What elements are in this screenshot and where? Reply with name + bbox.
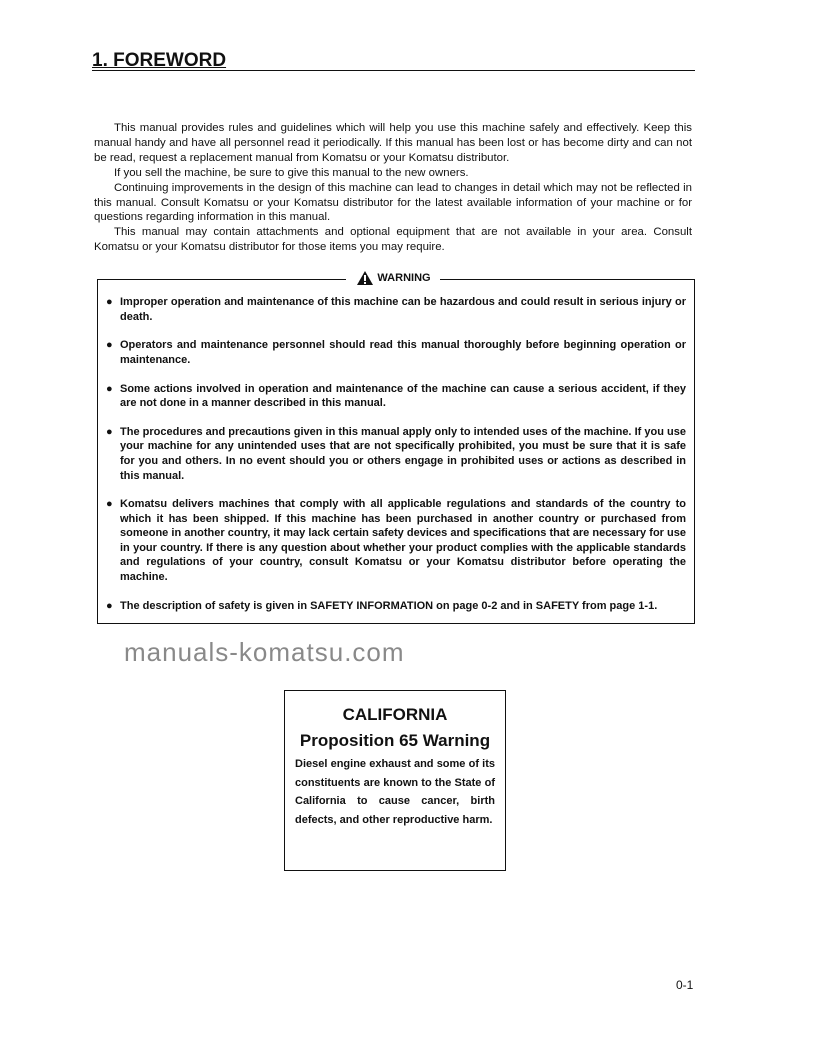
- title-rule: [92, 70, 695, 71]
- page-content: [94, 121, 696, 871]
- watermark: manuals-komatsu.com: [124, 637, 405, 668]
- paragraph: If you sell the machine, be sure to give this manual to the new owners.: [114, 166, 469, 179]
- prop65-subtitle: Proposition 65 Warning: [299, 731, 491, 751]
- warning-item: ● Improper operation and maintenance of this machine can be hazardous and could result in serious injury or death.: [106, 296, 686, 323]
- warning-triangle-icon: [357, 271, 373, 285]
- paragraph: Continuing improvements in the design of this machine can lead to changes in detail which may not be reflected in this manual. Consult Komatsu or your Komatsu distributor for the latest available information of your machine or for questions regarding information in this manual.: [94, 181, 692, 224]
- warning-label: WARNING: [377, 272, 431, 285]
- warning-item: ● Komatsu delivers machines that comply with all applicable regulations and standards of the country to which it has been shipped. If this machine has been purchased in another country or purchased from someone in another country, it may lack certain safety devices and specifications that are necessary for use in your country. If there is any question about whether your product complies with the applicable standards and regulations of your country, consult Komatsu or your Komatsu distributor before operating the machine.: [106, 498, 686, 584]
- warning-heading: [348, 271, 440, 285]
- bullet-icon: ●: [106, 599, 113, 612]
- bullet-icon: ●: [106, 296, 113, 309]
- paragraph: This manual may contain attachments and optional equipment that are not available in your area. Consult Komatsu or your Komatsu distributor for those items you may require.: [94, 226, 692, 254]
- divider: [98, 279, 346, 280]
- warning-item: ● Operators and maintenance personnel should read this manual thoroughly before beginning operation or maintenance.: [106, 339, 686, 366]
- foreword-text: [94, 121, 692, 255]
- warning-box: [97, 272, 695, 624]
- page-title: 1. FOREWORD: [92, 50, 227, 71]
- warning-item: ● Some actions involved in operation and maintenance of the machine can cause a serious accident, if they are not done in a manner described in this manual.: [106, 382, 686, 410]
- bullet-icon: ●: [106, 498, 113, 511]
- bullet-icon: ●: [106, 382, 113, 395]
- divider: [440, 279, 694, 280]
- bullet-icon: ●: [106, 425, 113, 438]
- warning-item: ● The procedures and precautions given in this manual apply only to intended uses of the machine. If you use your machine for any unintended uses that are not specifically prohibited, you must be sure that it is safe for you and others. In no event should you or others engage in prohibited uses or actions as described in this manual.: [106, 425, 686, 482]
- prop65-warning-box: [284, 690, 506, 871]
- bullet-icon: ●: [106, 339, 113, 352]
- prop65-title: CALIFORNIA: [342, 705, 448, 725]
- prop65-body: Diesel engine exhaust and some of its constituents are known to the State of California to cause cancer, birth defects, and other reproductive harm.: [295, 758, 495, 826]
- page-number: 0-1: [676, 978, 694, 992]
- paragraph: This manual provides rules and guidelines which will help you use this machine safely and effectively. Keep this manual handy and have all personnel read it periodically. If this manual has been lost or has become dirty and can not be read, request a replacement manual from Komatsu or your Komatsu distributor.: [94, 122, 692, 164]
- warning-item: ● The description of safety is given in SAFETY INFORMATION on page 0-2 and in SAFETY from page 1-1.: [106, 599, 658, 612]
